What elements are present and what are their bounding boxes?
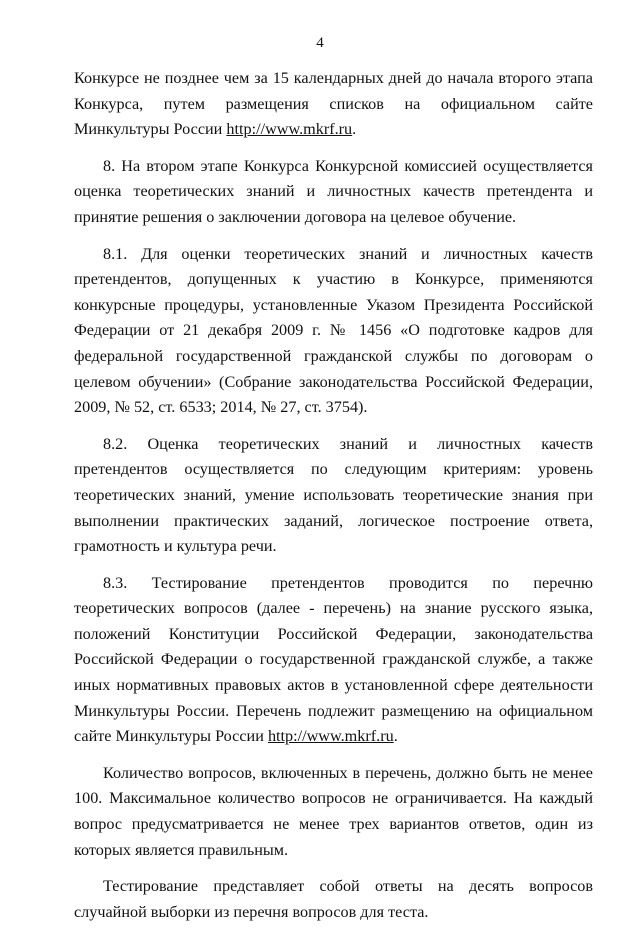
paragraph-tail: . [393, 727, 398, 746]
paragraph-text: 8. На втором этапе Конкурса Конкурсной комиссией осуществляется оценка теоретических знаний и личностных качеств претендента и принятие решения о заключении договора на целевое обучение. [74, 156, 593, 226]
paragraph-8-1 [74, 242, 593, 421]
paragraph-8-3 [74, 571, 593, 750]
document-body [74, 66, 593, 936]
paragraph-8 [74, 154, 593, 231]
paragraph-text: Тестирование представляет собой ответы на десять вопросов случайной выборки из перечня вопросов для теста. [74, 877, 593, 921]
page-number: 4 [316, 35, 324, 51]
mkrf-link[interactable]: http://www.mkrf.ru [226, 120, 353, 139]
paragraph-continuation [74, 66, 593, 143]
paragraph-question-count [74, 761, 593, 863]
paragraph-text: 8.1. Для оценки теоретических знаний и личностных качеств претендентов, допущенных к участию в Конкурсе, применяются конкурсные процедуры, установленные Указом Президента Российской Федерации от 21 декабря 2009 г. № 1456 «О подготовке кадров для федеральной государственной гражданской службы по договорам о целевом обучении» (Собрание законодательства Российской Федерации, 2009, № 52, ст. 6533; 2014, № 27, ст. 3754). [74, 244, 593, 417]
paragraph-8-2 [74, 432, 593, 560]
paragraph-text: Количество вопросов, включенных в перечень, должно быть не менее 100. Максимальное количество вопросов не ограничивается. На каждый вопрос предусматривается не менее трех вариантов ответов, один из которых является правильным. [74, 763, 593, 859]
mkrf-link[interactable]: http://www.mkrf.ru [267, 727, 394, 746]
paragraph-testing [74, 874, 593, 925]
paragraph-text: 8.2. Оценка теоретических знаний и личностных качеств претендентов осуществляется по следующим критериям: уровень теоретических знаний, умение использовать теоретические знания при выполнении практических заданий, логическое построение ответа, грамотность и культура речи. [74, 434, 593, 556]
paragraph-tail: . [352, 120, 357, 139]
paragraph-text: Конкурсе не позднее чем за 15 календарных дней до начала второго этапа Конкурса, путем размещения списков на официальном сайте Минкультуры России [74, 69, 593, 139]
paragraph-text: 8.3. Тестирование претендентов проводится по перечню теоретических вопросов (далее - перечень) на знание русского языка, положений Конституции Российской Федерации, законодательства Российской Федерации о государственной гражданской службе, а также иных нормативных правовых актов в установленной сфере деятельности Минкультуры России. Перечень подлежит размещению на официальном сайте Минкультуры России [74, 573, 593, 746]
